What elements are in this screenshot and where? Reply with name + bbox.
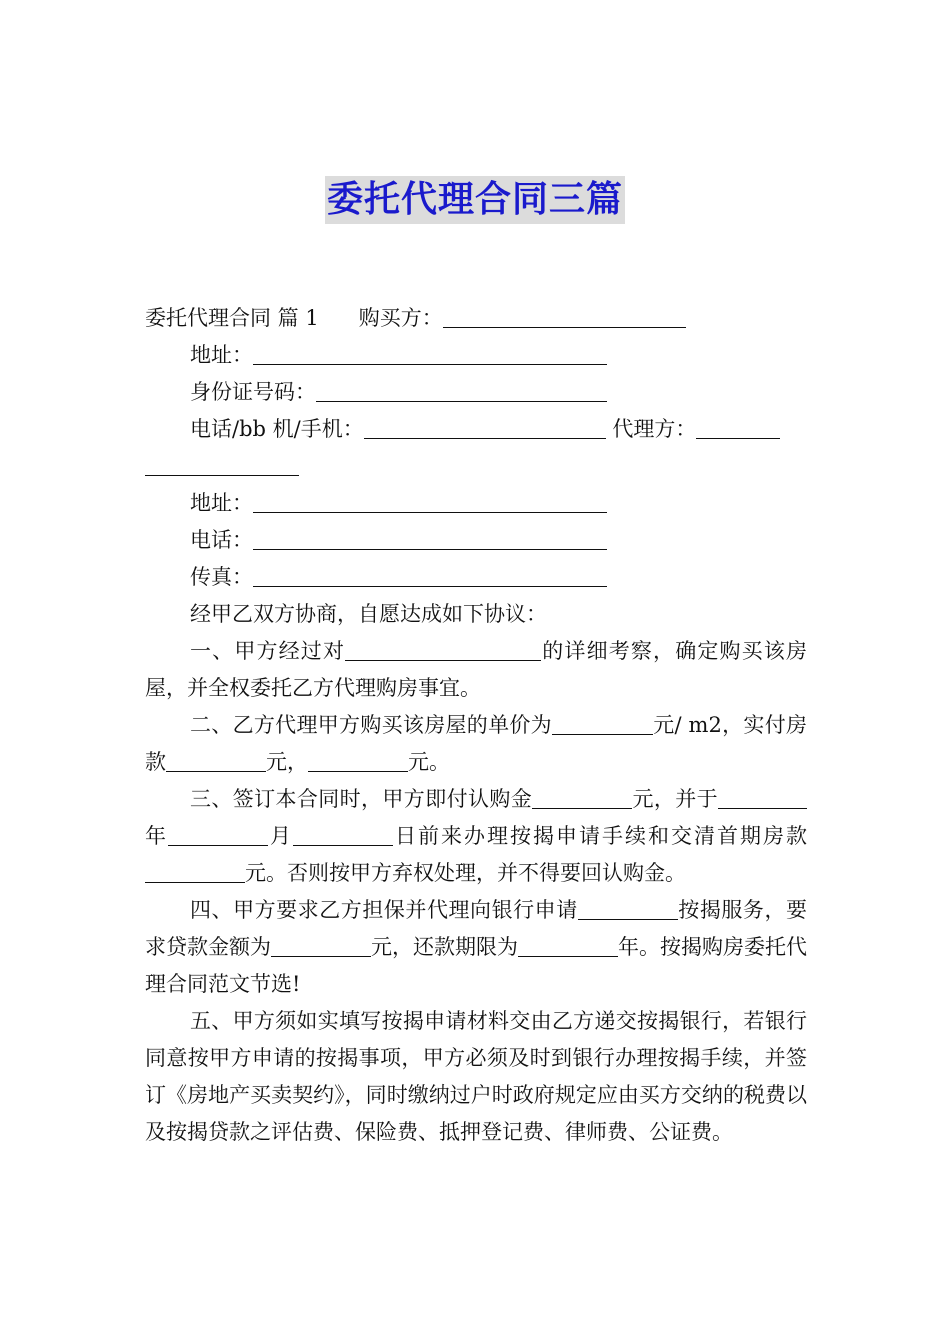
clause-4-text-d: 年。按揭购房委托代理合同范文节选! — [145, 935, 807, 996]
clause-3-month-blank — [168, 821, 268, 846]
buyer-phone-blank — [364, 414, 606, 439]
clause-1-text-b: 的详细考察，确定购买该房屋，并全权委托乙方代理购房事宜。 — [145, 639, 808, 700]
document-title: 委托代理合同三篇 — [325, 176, 625, 224]
agent-blank-part1 — [696, 414, 780, 439]
intro-line — [145, 596, 807, 633]
clause-1 — [145, 633, 807, 707]
clause-4-bank-blank — [578, 895, 678, 920]
clause-3-text-a: 三、签订本合同时，甲方即付认购金 — [190, 787, 533, 811]
agent-phone-label: 电话： — [190, 528, 253, 552]
clause-2-text-b: 元/ m2，实付房款 — [145, 713, 807, 774]
clause-2-text-c: 元， — [266, 750, 308, 774]
agent-fax-blank — [253, 562, 607, 587]
agent-label: 代理方： — [612, 417, 697, 441]
agent-phone-line — [145, 522, 807, 559]
agent-fax-line — [145, 559, 807, 596]
clause-1-blank — [345, 636, 541, 661]
buyer-phone-line — [145, 411, 807, 448]
contract-body — [145, 300, 807, 1151]
clause-2-text-a: 二、乙方代理甲方购买该房屋的单价为 — [190, 713, 552, 737]
clause-3-year-blank-a — [718, 784, 775, 809]
clause-2-payment-blank — [166, 747, 266, 772]
agent-phone-blank — [253, 525, 607, 550]
buyer-address-label: 地址： — [190, 343, 253, 367]
buyer-label: 购买方： — [358, 306, 443, 330]
header-line — [145, 300, 807, 337]
clause-4-loan-blank — [271, 932, 371, 957]
clause-4 — [145, 892, 807, 1003]
clause-3-text-f: 元。否则按甲方弃权处理，并不得要回认购金。 — [245, 861, 686, 885]
agent-fax-label: 传真： — [190, 565, 253, 589]
clause-5 — [145, 1003, 807, 1151]
clause-2-text-d: 元。 — [408, 750, 450, 774]
agent-address-label: 地址： — [190, 491, 253, 515]
clause-1-text-a: 一、甲方经过对 — [190, 639, 346, 663]
clause-2-payment-blank-2 — [308, 747, 408, 772]
clause-3-day-blank — [293, 821, 393, 846]
buyer-blank — [443, 303, 686, 328]
clause-4-text-c: 元，还款期限为 — [371, 935, 518, 959]
clause-3-text-b: 元，并于 — [632, 787, 718, 811]
clause-3-deposit-blank — [532, 784, 632, 809]
clause-4-text-b: 按揭服务，要求贷款金额为 — [145, 898, 807, 959]
clause-3-amount-blank — [145, 858, 245, 883]
clause-5-text: 五、甲方须如实填写按揭申请材料交由乙方递交按揭银行，若银行同意按甲方申请的按揭事项，甲方必须及时到银行办理按揭手续，并签订《房地产买卖契约》，同时缴纳过户时政府规定应由买方交纳的税费以及按揭贷款之评估费、保险费、抵押登记费、律师费、公证费。 — [145, 1009, 807, 1144]
clause-2-price-blank — [552, 710, 653, 735]
buyer-id-line — [145, 374, 807, 411]
buyer-phone-label: 电话/bb 机/手机： — [190, 417, 364, 441]
clause-4-term-blank — [518, 932, 618, 957]
clause-4-text-a: 四、甲方要求乙方担保并代理向银行申请 — [190, 898, 578, 922]
clause-3-text-d: 月 — [268, 824, 293, 848]
agent-continuation-line — [145, 448, 807, 485]
clause-3-year-blank-b — [775, 784, 807, 809]
agent-address-line — [145, 485, 807, 522]
intro-text: 经甲乙双方协商，自愿达成如下协议： — [190, 602, 547, 626]
clause-3-text-e: 日前来办理按揭申请手续和交清首期房款 — [393, 824, 807, 848]
agent-blank-part2 — [145, 451, 299, 476]
clause-3 — [145, 781, 807, 892]
clause-3-text-c: 年 — [145, 824, 168, 848]
contract-header-label: 委托代理合同 篇 1 — [145, 306, 319, 330]
buyer-address-line — [145, 337, 807, 374]
buyer-id-blank — [316, 377, 607, 402]
buyer-address-blank — [253, 340, 607, 365]
clause-2 — [145, 707, 807, 781]
title-container — [0, 176, 950, 224]
buyer-id-label: 身份证号码： — [190, 380, 316, 404]
agent-address-blank — [253, 488, 607, 513]
